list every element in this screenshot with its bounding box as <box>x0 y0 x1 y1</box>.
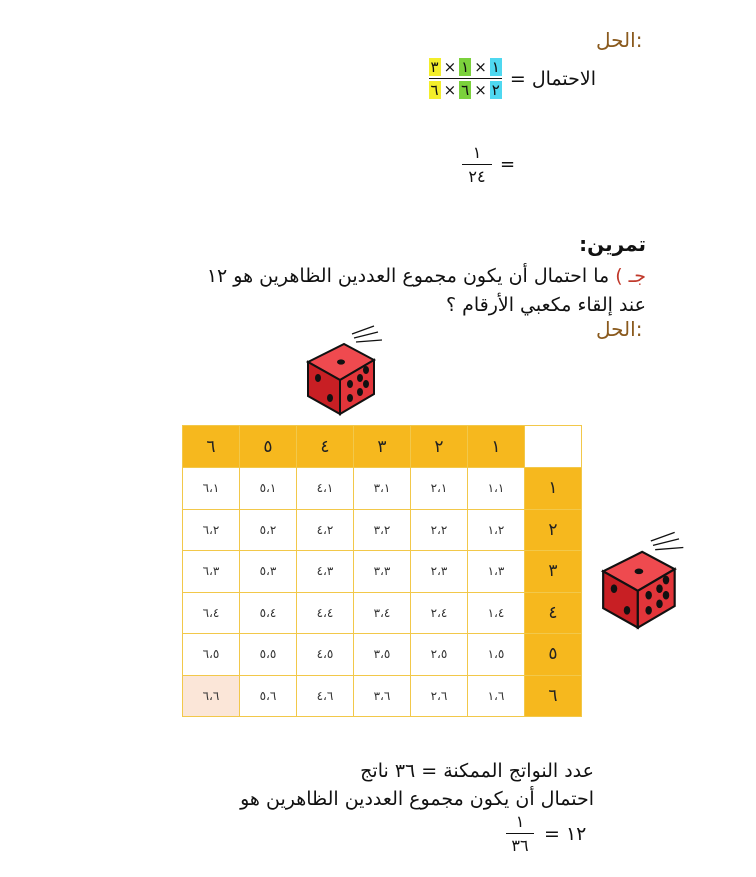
table-cell: ٥،٢ <box>240 509 297 551</box>
table-cell: ٣،٦ <box>354 675 411 717</box>
table-cell: ٦،١ <box>183 468 240 510</box>
table-corner <box>525 426 582 468</box>
table-cell: ١،٣ <box>468 551 525 593</box>
fraction-bar <box>506 833 534 834</box>
probability-label: الاحتمال = <box>509 67 596 90</box>
table-cell: ٦،٤ <box>183 592 240 634</box>
row-header: ٣ <box>525 551 582 593</box>
exercise-heading: تمرين: <box>579 232 646 256</box>
table-cell: ٢،٢ <box>411 509 468 551</box>
equals-sign: = <box>500 154 516 175</box>
table-cell: ٢،٦ <box>411 675 468 717</box>
fraction-bar <box>429 78 502 79</box>
table-cell: ٣،٣ <box>354 551 411 593</box>
fraction-denominator <box>429 81 502 99</box>
result-fraction <box>462 143 492 186</box>
column-header: ٦ <box>183 426 240 468</box>
final-numerator: ١ <box>515 812 525 831</box>
result-denominator: ٢٤ <box>468 167 486 186</box>
red-die-icon <box>294 322 390 418</box>
table-cell: ٣،٢ <box>354 509 411 551</box>
exercise-solution-heading: الحل: <box>596 317 643 341</box>
numerator-factor-3: ١ <box>491 58 500 76</box>
table-cell: ٤،٤ <box>297 592 354 634</box>
final-equation <box>506 812 586 855</box>
table-cell: ٦،٥ <box>183 634 240 676</box>
times-sign: × <box>474 58 487 76</box>
exercise-question <box>86 262 646 320</box>
result-numerator: ١ <box>472 143 482 162</box>
table-cell: ٤،٥ <box>297 634 354 676</box>
table-cell: ١،٢ <box>468 509 525 551</box>
table-cell-highlighted: ٦،٦ <box>183 675 240 717</box>
column-header: ٢ <box>411 426 468 468</box>
fraction-bar <box>462 164 492 165</box>
outcomes-table <box>182 425 582 717</box>
table-row <box>183 551 582 593</box>
table-cell: ١،٤ <box>468 592 525 634</box>
numerator-factor-2: ١ <box>461 58 470 76</box>
table-cell: ٥،٥ <box>240 634 297 676</box>
table-header-row <box>183 426 582 468</box>
row-header: ٥ <box>525 634 582 676</box>
table-cell: ٣،٥ <box>354 634 411 676</box>
times-sign: × <box>443 81 457 99</box>
denominator-factor-2: ٦ <box>461 81 470 99</box>
table-cell: ٢،١ <box>411 468 468 510</box>
table-cell: ٢،٤ <box>411 592 468 634</box>
column-header: ١ <box>468 426 525 468</box>
table-cell: ٥،٦ <box>240 675 297 717</box>
table-cell: ٤،٣ <box>297 551 354 593</box>
table-cell: ٢،٣ <box>411 551 468 593</box>
probability-statement: احتمال أن يكون مجموع العددين الظاهرين هو <box>240 788 594 810</box>
table-cell: ٢،٥ <box>411 634 468 676</box>
twelve-equals: ١٢ = <box>544 822 587 845</box>
times-sign: × <box>443 58 457 76</box>
row-header: ٤ <box>525 592 582 634</box>
table-row <box>183 634 582 676</box>
table-cell: ٤،٢ <box>297 509 354 551</box>
final-denominator: ٣٦ <box>511 836 529 855</box>
numerator-factor-1: ٣ <box>430 58 439 76</box>
solution-heading: الحل: <box>596 28 643 52</box>
table-cell: ٣،٤ <box>354 592 411 634</box>
table-row <box>183 675 582 717</box>
table-cell: ٤،٦ <box>297 675 354 717</box>
table-row <box>183 509 582 551</box>
table-row <box>183 592 582 634</box>
table-cell: ١،٥ <box>468 634 525 676</box>
table-cell: ٤،١ <box>297 468 354 510</box>
table-cell: ١،٦ <box>468 675 525 717</box>
table-cell: ١،١ <box>468 468 525 510</box>
table-cell: ٦،٢ <box>183 509 240 551</box>
table-cell: ٣،١ <box>354 468 411 510</box>
final-fraction <box>506 812 534 855</box>
probability-equation <box>429 58 596 99</box>
table-cell: ٦،٣ <box>183 551 240 593</box>
outcomes-count: عدد النواتج الممكنة = ٣٦ ناتج <box>360 760 594 782</box>
probability-fraction <box>429 58 502 99</box>
column-header: ٥ <box>240 426 297 468</box>
row-header: ١ <box>525 468 582 510</box>
column-header: ٤ <box>297 426 354 468</box>
denominator-factor-3: ٢ <box>491 81 500 99</box>
times-sign: × <box>474 81 487 99</box>
result-equation <box>462 143 515 186</box>
row-header: ٦ <box>525 675 582 717</box>
table-cell: ٥،١ <box>240 468 297 510</box>
exercise-prefix: جـ ) <box>615 265 646 287</box>
denominator-factor-1: ٦ <box>430 81 439 99</box>
fraction-numerator <box>429 58 502 76</box>
exercise-text-1: ما احتمال أن يكون مجموع العددين الظاهرين هو ١٢ <box>206 265 610 287</box>
table-cell: ٥،٤ <box>240 592 297 634</box>
red-die-icon <box>588 528 692 632</box>
exercise-line-1 <box>86 262 646 291</box>
table-cell: ٥،٣ <box>240 551 297 593</box>
table-row <box>183 468 582 510</box>
exercise-line-2: عند إلقاء مكعبي الأرقام ؟ <box>445 294 646 316</box>
column-header: ٣ <box>354 426 411 468</box>
row-header: ٢ <box>525 509 582 551</box>
